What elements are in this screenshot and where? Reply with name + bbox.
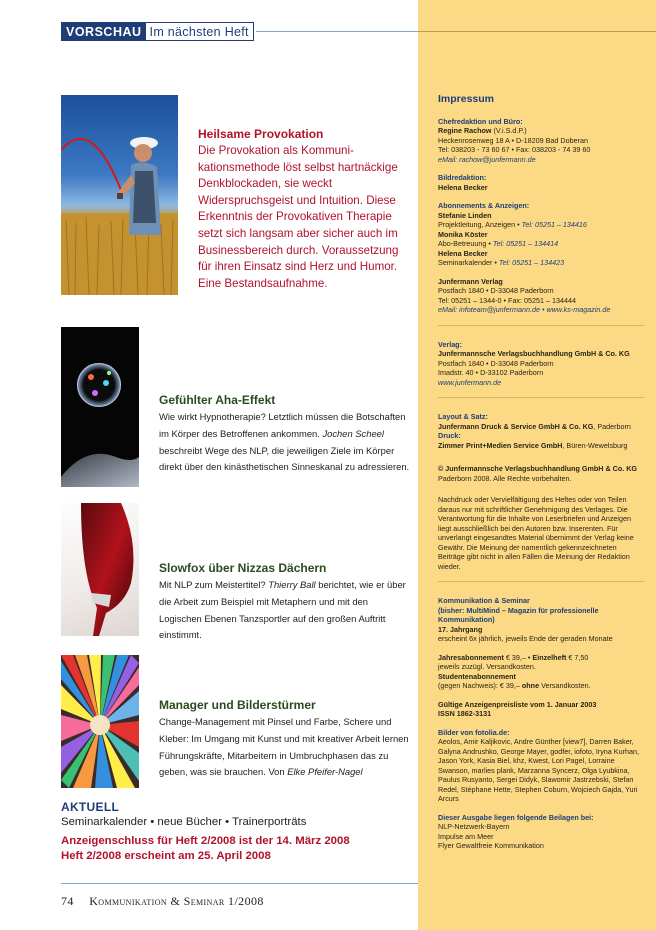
contact-role: Seminarkalender • <box>438 258 499 267</box>
magazine-frequency: erscheint 6x jährlich, jeweils Ende der geraden Monate <box>438 634 613 643</box>
magazine-former-name: (bisher: MultiMind – Magazin für professionelle Kommunikation) <box>438 605 599 624</box>
magazine-name: Kommunikation & Seminar <box>438 596 530 605</box>
druck-city: , Büren-Wewelsburg <box>562 440 628 450</box>
bubble-illustration <box>61 327 139 487</box>
article-text-part: Wie wirkt Hypnotherapie? Letztlich müssen die Botschaften im Körper des Betroffenen ankommen. <box>159 411 406 439</box>
photo-credits-section <box>438 728 644 804</box>
shipping-note: jeweils zuzügl. Versandkosten. <box>438 662 536 671</box>
impressum-column <box>418 0 656 930</box>
abonnements-section <box>438 201 644 268</box>
verlag-street: Imadstr. 40 • D-33102 Paderborn <box>438 368 544 377</box>
contact-role: Abo-Betreuung • <box>438 239 493 248</box>
copyright-holder: © Junfermannsche Verlagsbuchhandlung GmbH & Co. KG <box>438 464 637 473</box>
page-number: 74 <box>61 894 74 908</box>
bubble-photo <box>61 327 139 487</box>
verlag-phone: Tel: 05251 – 1344-0 • Fax: 05251 – 134444 <box>438 295 576 305</box>
article-text-part: Mit NLP zum Meistertitel? <box>159 579 269 590</box>
layout-heading: Layout & Satz: <box>438 412 488 421</box>
beilagen-section <box>438 813 644 851</box>
article-text-part: beschreibt Wege des NLP, die jeweiligen Ziele im Körper direkt über den kinästhetischen Sinneskanal zu adressieren. <box>159 444 410 473</box>
single-price-label: Einzelheft <box>532 652 567 662</box>
shoe-illustration <box>61 503 139 636</box>
layout-company: Junfermann Druck & Service GmbH & Co. KG <box>438 421 594 431</box>
pencils-illustration <box>61 655 139 788</box>
druck-heading: Druck: <box>438 431 461 440</box>
article-author: Jochen Scheel <box>322 427 384 439</box>
article-title: Gefühlter Aha-Effekt <box>159 393 276 407</box>
layout-druck-section <box>438 412 644 450</box>
chefredaktion-heading: Chefredaktion und Büro: <box>438 116 523 126</box>
lead-article <box>198 127 408 292</box>
aktuell-topics: Seminarkalender • neue Bücher • Trainerporträts <box>61 816 307 828</box>
copyright-text: Paderborn 2008. Alle Rechte vorbehalten. <box>438 473 572 483</box>
verlag-name: Junfermann Verlag <box>438 276 503 286</box>
contact-role: Projektleitung, Anzeigen • <box>438 220 522 229</box>
article-title: Manager und Bilderstürmer <box>159 698 316 712</box>
page-footer <box>61 894 264 909</box>
article-text <box>159 577 411 644</box>
student-abo-rest: Versandkosten. <box>539 681 591 690</box>
verlag-postfach: Postfach 1840 • D-33048 Paderborn <box>438 358 554 368</box>
article-text-part: Change-Management mit Pinsel und Farbe, Schere und Kleber: Im Umgang mit Kunst und mit kreativer Arbeit lernen Führungskräfte, Mitarbeitern in Umbruchphasen das zu geben, was sie brauchen. Von <box>159 716 409 778</box>
pricelist-section <box>438 700 644 719</box>
verlag-email-link[interactable]: eMail: infoteam@junfermann.de • www.ks-magazin.de <box>438 305 611 314</box>
layout-city: , Paderborn <box>593 421 631 431</box>
article-text <box>159 714 411 781</box>
aktuell-heading: AKTUELL <box>61 800 120 814</box>
photo-credits-text: Aeolos, Amir Kaljikovic, Andre Günther [view7], Darren Baker, Galyna Andrushko, George Mayer, godfer, iofoto, Iryna Kurhan, Jason York, Kasia Biel, khz, Kwest, Lori Pagel, Lorraine Swanson, marlies plank, Marzanna Syncerz, Olga Lyubkina, Paulus Rusyanto, Sergei Didyk, Slawomir Jastrzebski, Stefan Redel, Stéphane Hette, Stephen Coburn, Wojciech Gajda, Yuri Arcurs <box>438 737 639 803</box>
chef-phone: Tel: 038203 - 73 60 67 • Fax: 038203 - 74 39 60 <box>438 145 591 154</box>
section-header <box>61 22 254 41</box>
beilagen-heading: Dieser Ausgabe liegen folgende Beilagen bei: <box>438 812 594 822</box>
column-rule <box>418 31 656 32</box>
issue-date: Heft 2/2008 erscheint am 25. April 2008 <box>61 850 271 862</box>
footer-rule <box>61 883 418 884</box>
copyright-section <box>438 464 644 483</box>
abo-price: € 39,– • <box>503 652 533 662</box>
chefredaktion-section <box>438 117 644 165</box>
shoe-photo <box>61 503 139 636</box>
legal-notice <box>438 495 644 571</box>
verlag-heading: Verlag: <box>438 339 462 349</box>
prices-section <box>438 653 644 691</box>
single-price: € 7,50 <box>566 652 589 662</box>
header-rule <box>256 31 418 32</box>
fisherman-illustration <box>61 95 178 295</box>
verlag-website-link[interactable]: www.junfermann.de <box>438 377 502 387</box>
verlag-address: Postfach 1840 • D-33048 Paderborn <box>438 286 554 295</box>
pencils-photo <box>61 655 139 788</box>
contact-phone: Tel: 05251 – 134414 <box>492 239 559 248</box>
bildredaktion-heading: Bildredaktion: <box>438 173 487 182</box>
beilage-item: Flyer Gewaltfreie Kommunikation <box>438 841 544 850</box>
student-abo-price: (gegen Nachweis): € 39,– <box>438 681 522 690</box>
article-text-part: berichtet, wie er über die Arbeit zum Beispiel mit Metaphern und mit den Logischen Ebenen Tanzsportler auf den großen Auftritt einstimmt. <box>159 579 406 641</box>
contact-name: Monika Köster <box>438 229 488 239</box>
impressum <box>438 95 644 860</box>
article-aha-effekt <box>159 392 411 476</box>
article-slowfox <box>159 560 411 644</box>
bildredaktion-section <box>438 173 644 192</box>
student-abo-ohne: ohne <box>521 681 540 690</box>
abonnements-heading: Abonnements & Anzeigen: <box>438 201 530 210</box>
lead-article-text: Die Provokation als Kommunikationsmethode löst selbst hartnäckige Denkblockaden, sie weckt Widerspruchsgeist und Intuition. Diese Erkenntnis der Provokativen Therapie setzt sich langsam aber sicher auch im Businessbereich durch. Voraussetzung für ihren Einsatz sind Herz und Humor. Eine Bestandsaufnahme. <box>198 144 399 290</box>
student-abo-label: Studentenabonnement <box>438 671 516 681</box>
aktuell-section <box>61 800 411 864</box>
junfermann-verlag-section <box>438 277 644 315</box>
section-subtitle: Im nächsten Heft <box>146 23 253 40</box>
article-manager <box>159 697 411 781</box>
beilage-item: Impulse am Meer <box>438 831 494 841</box>
contact-phone: Tel: 05251 – 134416 <box>521 220 587 229</box>
contact-phone: Tel: 05251 – 134423 <box>498 258 565 267</box>
contact-name: Helena Becker <box>438 248 488 258</box>
pricelist-line: Gültige Anzeigenpreisliste vom 1. Januar 2003 <box>438 699 597 709</box>
chef-email-link[interactable]: eMail: rachow@junfermann.de <box>438 154 536 164</box>
fisherman-photo <box>61 95 178 295</box>
chef-vsdp: (V.i.S.d.P.) <box>491 126 527 135</box>
article-author: Thierry Ball <box>268 579 316 590</box>
chef-address: Heckenrosenweg 18 A • D-18209 Bad Doberan <box>438 135 588 145</box>
issn: ISSN 1862-3131 <box>438 709 492 718</box>
photo-credits-heading: Bilder von fotolia.de: <box>438 727 510 737</box>
divider <box>438 581 644 582</box>
chef-name: Regine Rachow <box>438 126 492 135</box>
druck-company: Zimmer Print+Medien Service GmbH <box>438 440 563 450</box>
lead-article-title: Heilsame Provokation <box>198 127 324 141</box>
impressum-title: Impressum <box>438 93 495 105</box>
verlag-section <box>438 340 644 388</box>
bildredaktion-name: Helena Becker <box>438 182 488 192</box>
contact-name: Stefanie Linden <box>438 210 492 220</box>
article-title: Slowfox über Nizzas Dächern <box>159 561 327 575</box>
divider <box>438 397 644 398</box>
magazine-volume: 17. Jahrgang <box>438 624 483 634</box>
magazine-issue: Kommunikation & Seminar 1/2008 <box>89 894 264 908</box>
magazine-info-section <box>438 596 644 644</box>
ad-deadline: Anzeigenschluss für Heft 2/2008 ist der 14. März 2008 <box>61 835 350 847</box>
legal-text: Nachdruck oder Vervielfältigung des Heftes oder von Teilen daraus nur mit schriftlicher Genehmigung des Verlages. Die Verantwortung für die Inhalte von Leserbriefen und Anzeigen liegt ausschließlich bei den Autoren bzw. Inserenten. Für unverlangt eingesandtes Material übernimmt der Verlag keine Gewähr. Die Meinung der namentlich gekennzeichneten Beiträge gibt nicht in allen Fällen die Meinung der Redaktion wieder. <box>438 495 634 571</box>
abo-price-label: Jahresabonnement <box>438 652 504 662</box>
beilage-item: NLP-Netzwerk-Bayern <box>438 822 510 831</box>
deadline-notice <box>61 834 411 864</box>
article-author: Elke Pfeifer-Nagel <box>287 766 363 778</box>
article-text <box>159 409 411 476</box>
divider <box>438 325 644 326</box>
verlag-company: Junfermannsche Verlagsbuchhandlung GmbH & Co. KG <box>438 349 630 358</box>
section-tag: VORSCHAU <box>62 23 146 40</box>
